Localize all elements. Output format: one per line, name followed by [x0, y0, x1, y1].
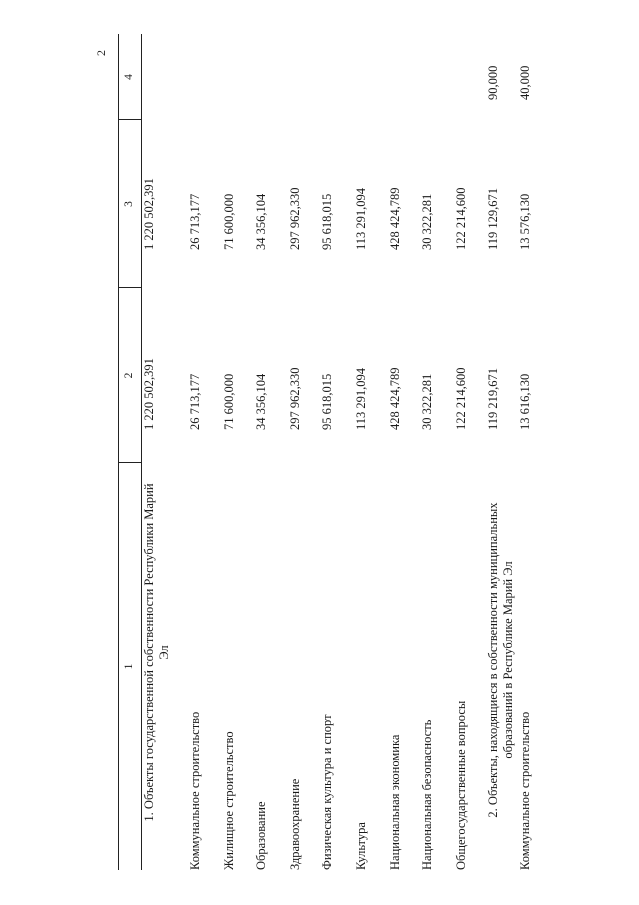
- cell-col2: 34 356,104: [254, 373, 268, 430]
- cell-col2: 1 220 502,391: [142, 358, 156, 430]
- row-label: Национальная экономика: [388, 734, 402, 870]
- cell-col3: 297 962,330: [288, 187, 302, 250]
- row-label: Физическая культура и спорт: [320, 714, 334, 870]
- cell-col4: 40,000: [518, 65, 532, 100]
- cell-col3: 122 214,600: [454, 187, 468, 250]
- row-label: Здравоохранение: [288, 778, 302, 870]
- cell-col3: 95 618,015: [320, 193, 334, 250]
- cell-col2: 71 600,000: [222, 373, 236, 430]
- cell-col3: 71 600,000: [222, 193, 236, 250]
- cell-col2: 119 219,671: [486, 367, 500, 430]
- cell-col2: 26 713,177: [188, 373, 202, 430]
- column-number-3: 3: [123, 201, 135, 207]
- row-label: Коммунальное строительство: [188, 711, 202, 870]
- cell-col3: 428 424,789: [388, 187, 402, 250]
- row-label: 1. Объекты государственной собственности Республики Марий Эл: [142, 483, 171, 822]
- row-label: Национальная безопасность: [420, 719, 434, 870]
- row-label: Культура: [354, 822, 368, 870]
- cell-col3: 113 291,094: [354, 187, 368, 250]
- cell-col2: 297 962,330: [288, 367, 302, 430]
- page-number: 2: [94, 50, 108, 56]
- cell-col2: 113 291,094: [354, 367, 368, 430]
- row-label: Общегосударственные вопросы: [454, 700, 468, 870]
- row-label: Образование: [254, 801, 268, 870]
- row-label: 2. Объекты, находящиеся в собственности муниципальных образований в Республике Марий Эл: [486, 502, 515, 818]
- cell-col4: 90,000: [486, 65, 500, 100]
- cell-col2: 122 214,600: [454, 367, 468, 430]
- row-label: Жилищное строительство: [222, 731, 236, 870]
- cell-col3: 30 322,281: [420, 193, 434, 250]
- cell-col2: 428 424,789: [388, 367, 402, 430]
- budget-table: [105, 30, 535, 870]
- cell-col3: 1 220 502,391: [142, 178, 156, 250]
- column-number-2: 2: [123, 372, 135, 379]
- cell-col2: 95 618,015: [320, 373, 334, 430]
- column-number-1: 1: [123, 663, 135, 670]
- column-number-4: 4: [123, 74, 135, 80]
- cell-col3: 34 356,104: [254, 193, 268, 250]
- row-label: Коммунальное строительство: [518, 711, 532, 870]
- cell-col2: 13 616,130: [518, 373, 532, 430]
- cell-col3: 119 129,671: [486, 187, 500, 250]
- table-top-rule: [118, 34, 119, 870]
- cell-col3: 26 713,177: [188, 193, 202, 250]
- cell-col3: 13 576,130: [518, 193, 532, 250]
- cell-col2: 30 322,281: [420, 373, 434, 430]
